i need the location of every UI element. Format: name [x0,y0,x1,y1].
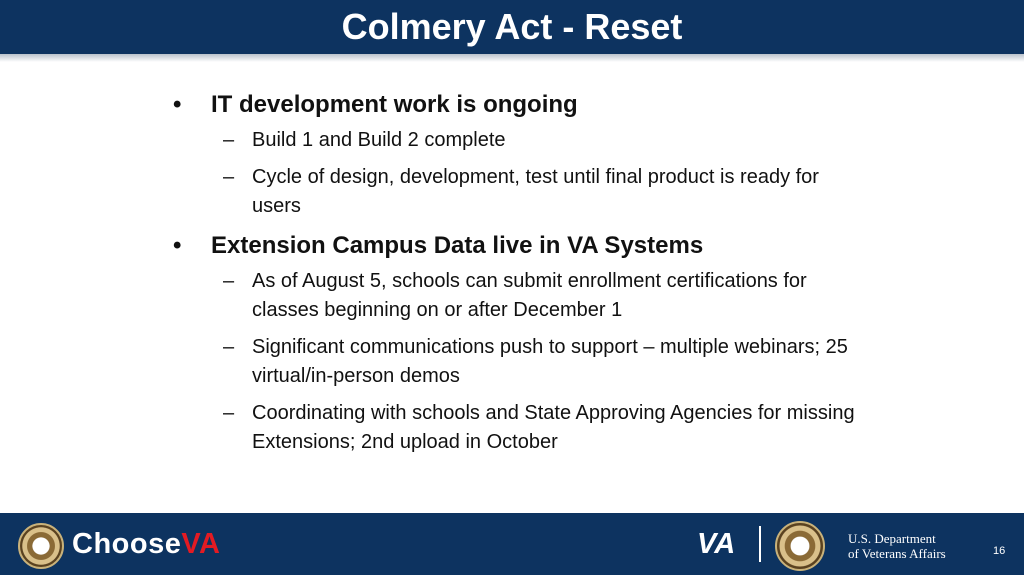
bullet-item [173,88,863,122]
footer-divider [759,526,761,562]
department-line-2: of Veterans Affairs [848,546,946,561]
sub-bullet-item [173,333,863,391]
bullet-dot-icon: • [173,91,182,118]
choose-va-accent: VA [181,528,221,560]
title-shadow [0,54,1024,62]
department-line-1: U.S. Department [848,531,936,546]
sub-bullet-text: Significant communications push to support – multiple webinars; 25 virtual/in-person demos [252,336,848,387]
dash-icon: – [223,166,235,188]
dash-icon: – [223,402,235,424]
sub-bullet-item [173,267,863,325]
bullet-text: Extension Campus Data live in VA Systems [211,232,704,259]
sub-bullet-text: Cycle of design, development, test until final product is ready for users [252,166,819,217]
sub-bullet-text: As of August 5, schools can submit enrollment certifications for classes beginning on or after December 1 [252,270,807,321]
bullet-dot-icon: • [173,232,182,259]
bullet-item [173,229,863,263]
title-bar [0,0,1024,54]
dash-icon: – [223,270,235,292]
sub-bullet-text: Build 1 and Build 2 complete [252,129,506,151]
va-seal-icon [18,523,64,569]
footer-bar [0,513,1024,575]
sub-bullet-item [173,126,863,155]
va-logo: VA [697,528,736,560]
choose-va-logo [72,527,220,561]
bullet-text: IT development work is ongoing [211,91,578,118]
choose-text: Choose [72,528,182,560]
dash-icon: – [223,129,235,151]
sub-bullet-item [173,399,863,457]
slide-content [173,88,863,465]
slide-title: Colmery Act - Reset [341,6,683,47]
department-name [848,531,946,561]
page-number: 16 [993,545,1006,557]
va-seal-icon [775,521,825,571]
sub-bullet-text: Coordinating with schools and State Approving Agencies for missing Extensions; 2nd upload in October [252,402,855,453]
sub-bullet-item [173,163,863,221]
dash-icon: – [223,336,235,358]
